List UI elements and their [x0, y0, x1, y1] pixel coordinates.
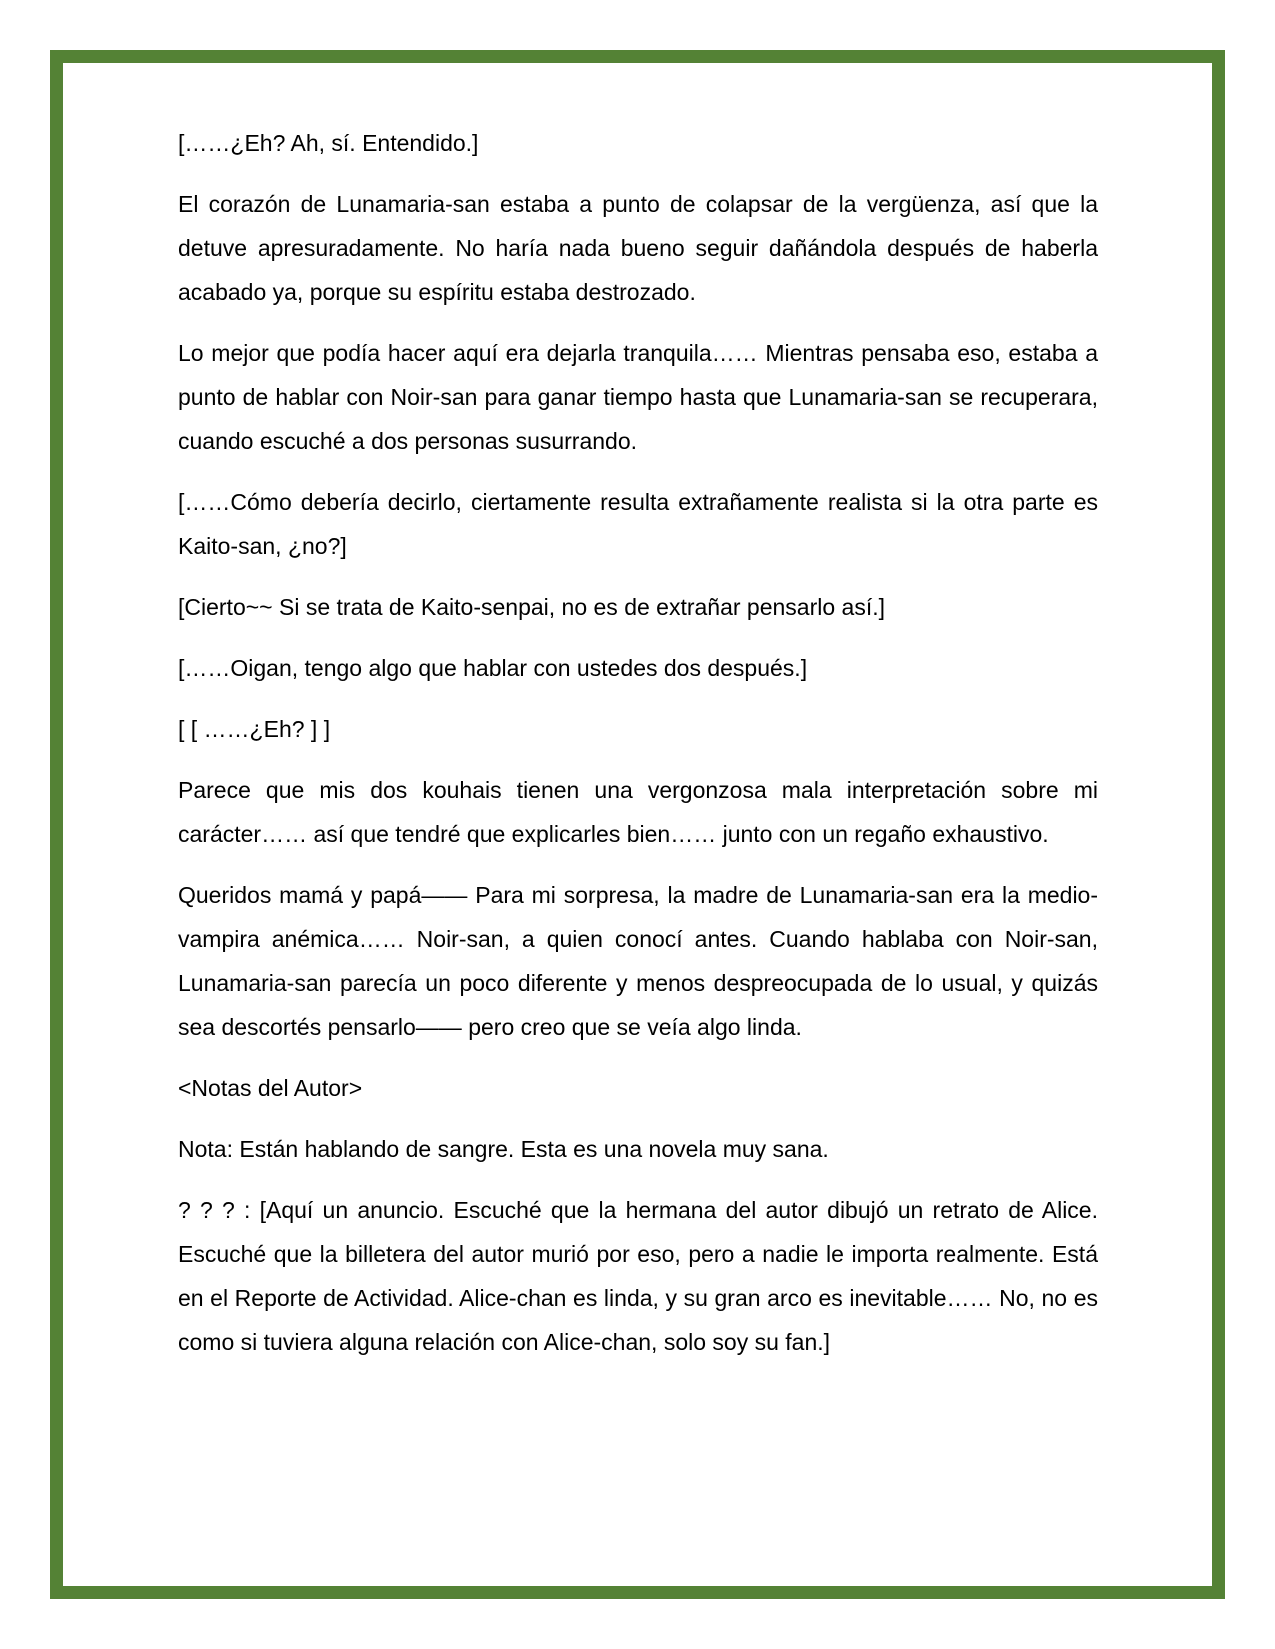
authors-note-announcement: ? ? ? : [Aquí un anuncio. Escuché que la hermana del autor dibujó un retrato de Alice. Escuché que la billetera del autor murió por eso, pero a nadie le importa realmente. Está en el Reporte de Actividad. Alice-chan es linda, y su gran arco es inevitable…… No, no es como si tuviera alguna relación con Alice-chan, solo soy su fan.]	[178, 1197, 1098, 1355]
authors-notes-heading: <Notas del Autor>	[178, 1075, 363, 1101]
paragraph-narration-lunamaria: El corazón de Lunamaria-san estaba a punto de colapsar de la vergüenza, así que la detuve apresuradamente. No haría nada bueno seguir dañándola después de haberla acabado ya, porque su espíritu estaba destrozado.	[178, 191, 1098, 305]
paragraph-dialogue-oigan: [……Oigan, tengo algo que hablar con ustedes dos después.]	[178, 655, 808, 681]
paragraph-dialogue-eh: [……¿Eh? Ah, sí. Entendido.]	[178, 130, 479, 156]
paragraph-narration-kouhais: Parece que mis dos kouhais tienen una vergonzosa mala interpretación sobre mi carácter…… así que tendré que explicarles bien…… junto con un regaño exhaustivo.	[178, 777, 1098, 847]
authors-note-blood: Nota: Están hablando de sangre. Esta es una novela muy sana.	[178, 1136, 829, 1162]
paragraph-dialogue-both-eh: [ [ ……¿Eh? ] ]	[178, 716, 331, 742]
paragraph-dialogue-realista: [……Cómo debería decirlo, ciertamente resulta extrañamente realista si la otra parte es Kaito-san, ¿no?]	[178, 489, 1098, 559]
paragraph-narration-letter: Queridos mamá y papá—— Para mi sorpresa, la madre de Lunamaria-san era la medio-vampira anémica…… Noir-san, a quien conocí antes. Cuando hablaba con Noir-san, Lunamaria-san parecía un poco diferente y menos despreocupada de lo usual, y quizás sea descortés pensarlo—— pero creo que se veía algo linda.	[178, 882, 1098, 1040]
paragraph-dialogue-cierto: [Cierto~~ Si se trata de Kaito-senpai, no es de extrañar pensarlo así.]	[178, 594, 886, 620]
document-body	[178, 121, 1098, 1381]
paragraph-narration-noir: Lo mejor que podía hacer aquí era dejarla tranquila…… Mientras pensaba eso, estaba a punto de hablar con Noir-san para ganar tiempo hasta que Lunamaria-san se recuperara, cuando escuché a dos personas susurrando.	[178, 340, 1098, 454]
